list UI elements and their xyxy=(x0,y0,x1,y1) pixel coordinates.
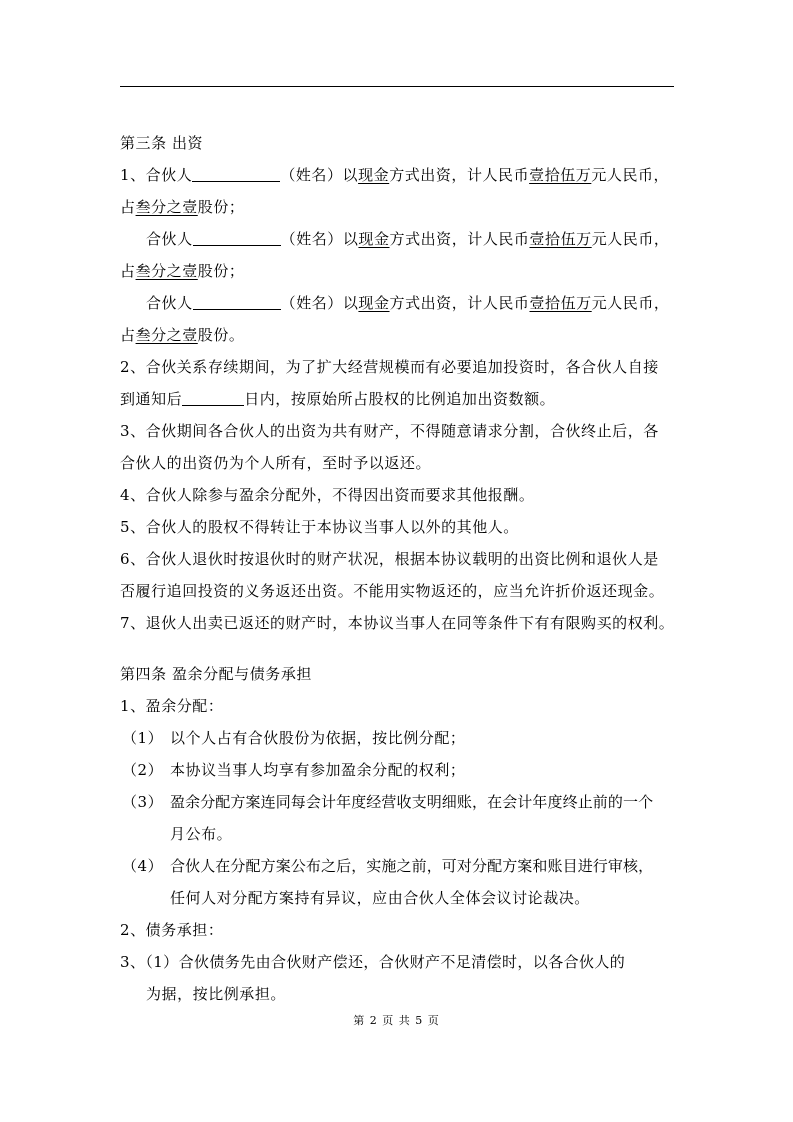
profit-item1-num: （1） xyxy=(122,729,164,747)
item3-line2: 合伙人的出资仍为个人所有，至时予以返还。 xyxy=(120,454,432,472)
item1-share-a: 占叁分之壹股份； xyxy=(120,198,245,216)
item3-line1: 3、合伙期间各合伙人的出资为共有财产，不得随意请求分割，合伙终止后，各 xyxy=(120,422,659,440)
item2-line2: 到通知后 日内，按原始所占股权的比例追加出资数额。 xyxy=(120,390,556,408)
days-blank[interactable] xyxy=(182,390,244,406)
section3-title: 第三条 出资 xyxy=(120,134,204,152)
page-number-footer: 第 2 页 共 5 页 xyxy=(353,1014,440,1027)
debt-item-line2: 为据，按比例承担。 xyxy=(146,985,286,1003)
item5: 5、合伙人的股权不得转让于本协议当事人以外的其他人。 xyxy=(120,518,519,536)
profit-item2: 本协议当事人均享有参加盈余分配的权利； xyxy=(170,761,466,779)
item1-share-c: 占叁分之壹股份。 xyxy=(120,326,245,344)
profit-item4-line1: 合伙人在分配方案公布之后，实施之前，可对分配方案和账目进行审核， xyxy=(170,857,654,875)
profit-item3-num: （3） xyxy=(122,793,164,811)
partner-name-blank[interactable] xyxy=(193,230,281,246)
profit-item3-line1: 盈余分配方案连同每会计年度经营收支明细账，在会计年度终止前的一个 xyxy=(170,793,654,811)
item1-partner-a: 1、合伙人 （姓名）以现金方式出资，计人民币壹拾伍万元人民币， xyxy=(120,166,670,184)
profit-heading: 1、盈余分配： xyxy=(120,697,224,715)
item6-line1: 6、合伙人退伙时按退伙时的财产状况，根据本协议载明的出资比例和退伙人是 xyxy=(120,550,659,568)
item6-line2: 否履行追回投资的义务返还出资。不能用实物返还的，应当允许折价返还现金。 xyxy=(120,582,665,600)
profit-item1: 以个人占有合伙股份为依据，按比例分配； xyxy=(170,729,466,747)
item7: 7、退伙人出卖已返还的财产时，本协议当事人在同等条件下有有限购买的权利。 xyxy=(120,614,675,632)
item1-partner-b: 合伙人 （姓名）以现金方式出资，计人民币壹拾伍万元人民币， xyxy=(146,230,670,248)
partner-name-blank[interactable] xyxy=(193,294,281,310)
profit-item4-num: （4） xyxy=(122,857,164,875)
item1-partner-c: 合伙人 （姓名）以现金方式出资，计人民币壹拾伍万元人民币， xyxy=(146,294,670,312)
profit-item3-line2: 月公布。 xyxy=(170,825,233,843)
header-divider xyxy=(120,86,674,87)
profit-item2-num: （2） xyxy=(122,761,164,779)
debt-heading: 2、债务承担： xyxy=(120,921,224,939)
debt-item-line1: 3、（1）合伙债务先由合伙财产偿还，合伙财产不足清偿时，以各合伙人的 xyxy=(120,953,626,971)
item2-line1: 2、合伙关系存续期间，为了扩大经营规模而有必要追加投资时，各合伙人自接 xyxy=(120,358,659,376)
profit-item4-line2: 任何人对分配方案持有异议，应由合伙人全体会议讨论裁决。 xyxy=(170,889,590,907)
partner-name-blank[interactable] xyxy=(192,166,280,182)
section4-title: 第四条 盈余分配与债务承担 xyxy=(120,665,312,683)
item4: 4、合伙人除参与盈余分配外，不得因出资而要求其他报酬。 xyxy=(120,486,535,504)
item1-share-b: 占叁分之壹股份； xyxy=(120,262,245,280)
